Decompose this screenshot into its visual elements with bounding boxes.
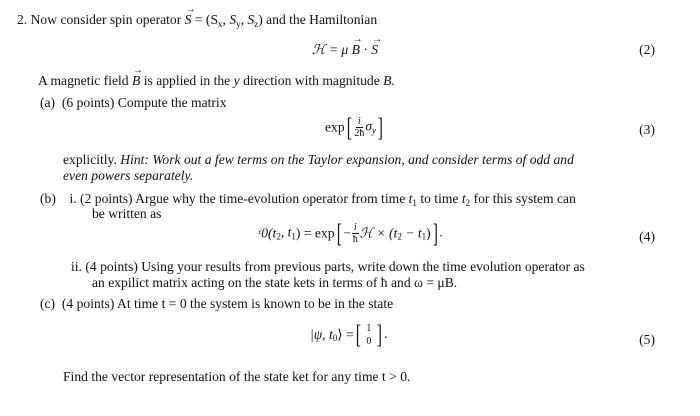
part-b-i-question: (b) i. (2 points) Argue why the time-evolution operator from time $t_1$ to time $t_2$ for this system can [40,191,576,208]
equation-2: ℋ = μ → B · → S [312,42,378,58]
part-b-ii-question: ii. (4 points) Using your results from previous parts, write down the time evolution operator as [71,259,585,274]
part-c-final: Find the vector representation of the state ket for any time t > 0. [63,369,411,384]
part-a-question: (a) (6 points) Compute the matrix [40,95,227,110]
part-c-label: (c) [40,296,56,311]
equation-3: exp[ $\frac{i}{2ħ}$ $\sigma_y$] [325,112,383,142]
part-a-hint: explicitly. Hint: Work out a few terms on the Taylor expansion, and consider terms of odd and [63,152,574,167]
part-a-label: (a) [40,95,56,110]
part-b-label: (b) [40,191,56,206]
equation-number-4: (4) [639,229,655,244]
field-statement: A magnetic field → B is applied in the y direction with magnitude B. [38,73,395,89]
problem-number: 2. [17,12,28,27]
equation-number-2: (2) [639,42,655,57]
problem-intro: 2. Now consider spin operator → $S = (S_x$, $S_y$, $S_z$) and the Hamiltonian [17,12,377,32]
equation-number-5: (5) [639,332,655,347]
equation-4: $ᵋ0(t_2$, $t_1) = \exp$[ − $\frac{i}{ħ}$ ℋ × $(t_2 - t_1)$] . [258,218,443,248]
part-c-question: (c) (4 points) At time t = 0 the system is known to be in the state [40,296,394,311]
equation-5: |ψ, $t_0⟩$ =[ 1 0 ] . [310,320,388,349]
equation-number-3: (3) [639,122,655,137]
